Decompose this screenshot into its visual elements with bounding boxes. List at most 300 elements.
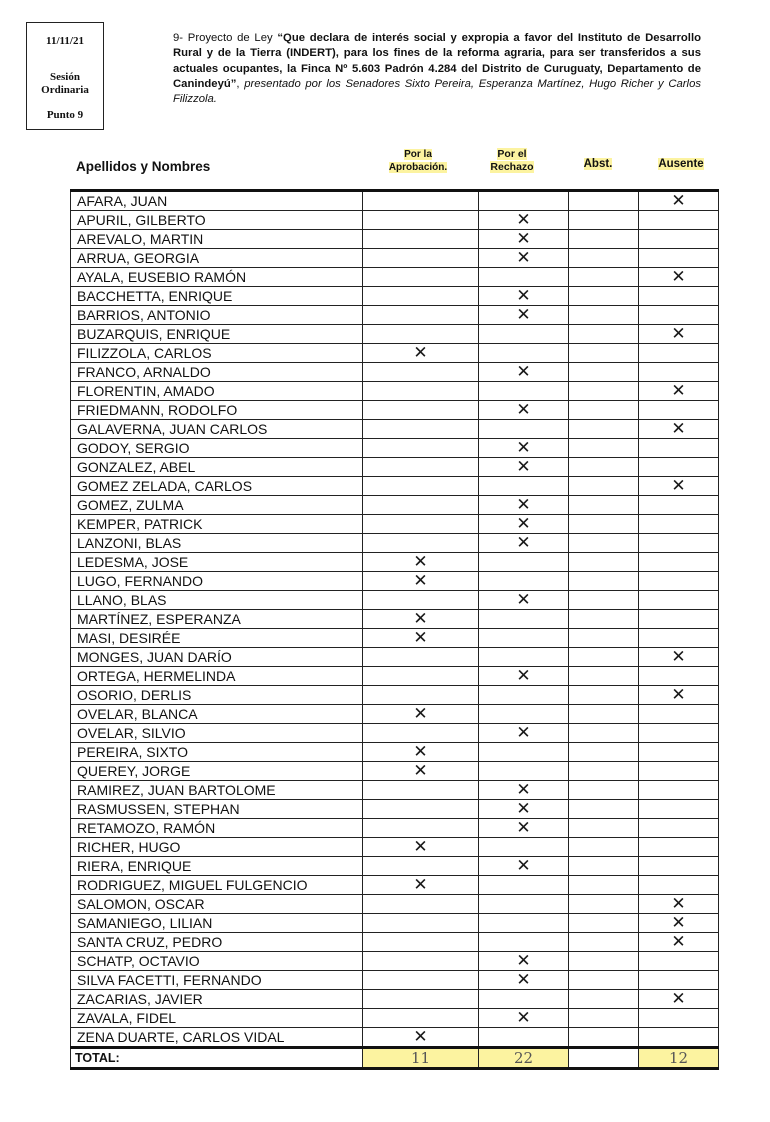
vote-mark-icon: ✕	[671, 324, 686, 343]
vote-mark-icon: ✕	[671, 894, 686, 913]
vote-cell-rechazo	[479, 914, 569, 933]
table-row	[71, 553, 719, 572]
vote-table-body	[71, 191, 719, 1048]
column-header-abstention-label: Abst.	[583, 158, 613, 170]
vote-cell-rechazo	[479, 268, 569, 287]
senator-name: SILVA FACETTI, FERNANDO	[71, 971, 363, 990]
vote-cell-ausente	[639, 191, 719, 211]
vote-cell-aprob	[363, 325, 479, 344]
table-row	[71, 990, 719, 1009]
vote-cell-rechazo	[479, 1028, 569, 1048]
vote-cell-aprob	[363, 1009, 479, 1028]
vote-cell-abst	[569, 781, 639, 800]
vote-cell-abst	[569, 705, 639, 724]
vote-cell-ausente	[639, 401, 719, 420]
column-header-name: Apellidos y Nombres	[76, 159, 211, 174]
vote-mark-icon: ✕	[413, 1027, 428, 1046]
vote-cell-rechazo	[479, 230, 569, 249]
vote-cell-ausente	[639, 1028, 719, 1048]
table-row	[71, 800, 719, 819]
vote-cell-rechazo	[479, 458, 569, 477]
bill-title: “Que declara de interés social y expropia a favor del Instituto de Desarrollo Rural y de la Tierra (INDERT), para los fines de la reforma agraria, para ser transferidos a sus actuales ocupantes, la Finca Nº 5.603 Padrón 4.284 del Distrito de Curuguaty, Departamento de Canindeyú”	[173, 32, 701, 90]
vote-mark-icon: ✕	[413, 609, 428, 628]
bill-presenters: presentado por los Senadores Sixto Pereira, Esperanza Martínez, Hugo Richer y Carlos Filizzola.	[173, 77, 702, 106]
vote-cell-rechazo	[479, 401, 569, 420]
vote-cell-rechazo	[479, 990, 569, 1009]
vote-cell-rechazo	[479, 819, 569, 838]
vote-cell-aprob	[363, 857, 479, 876]
vote-cell-aprob	[363, 895, 479, 914]
vote-cell-abst	[569, 211, 639, 230]
vote-cell-ausente	[639, 477, 719, 496]
senator-name: LLANO, BLAS	[71, 591, 363, 610]
vote-mark-icon: ✕	[413, 571, 428, 590]
vote-cell-ausente	[639, 648, 719, 667]
vote-cell-aprob	[363, 705, 479, 724]
table-row	[71, 363, 719, 382]
senator-name: OVELAR, BLANCA	[71, 705, 363, 724]
vote-cell-rechazo	[479, 515, 569, 534]
column-header-approval	[380, 148, 456, 174]
senator-name: SANTA CRUZ, PEDRO	[71, 933, 363, 952]
vote-cell-abst	[569, 287, 639, 306]
vote-cell-abst	[569, 762, 639, 781]
senator-name: APURIL, GILBERTO	[71, 211, 363, 230]
vote-mark-icon: ✕	[516, 970, 531, 989]
vote-cell-rechazo	[479, 743, 569, 762]
vote-mark-icon: ✕	[516, 210, 531, 229]
vote-cell-abst	[569, 800, 639, 819]
vote-cell-aprob	[363, 781, 479, 800]
vote-mark-icon: ✕	[516, 495, 531, 514]
vote-cell-abst	[569, 1009, 639, 1028]
vote-cell-ausente	[639, 287, 719, 306]
vote-cell-aprob	[363, 591, 479, 610]
vote-cell-rechazo	[479, 781, 569, 800]
vote-mark-icon: ✕	[671, 932, 686, 951]
vote-cell-aprob	[363, 306, 479, 325]
vote-cell-ausente	[639, 306, 719, 325]
vote-cell-aprob	[363, 819, 479, 838]
table-row	[71, 1009, 719, 1028]
vote-cell-ausente	[639, 591, 719, 610]
vote-cell-aprob	[363, 743, 479, 762]
table-row	[71, 781, 719, 800]
vote-cell-abst	[569, 724, 639, 743]
vote-cell-abst	[569, 553, 639, 572]
vote-mark-icon: ✕	[413, 837, 428, 856]
vote-cell-aprob	[363, 363, 479, 382]
bill-comma: ,	[236, 77, 245, 90]
vote-cell-ausente	[639, 990, 719, 1009]
table-row	[71, 249, 719, 268]
vote-cell-abst	[569, 191, 639, 211]
vote-cell-ausente	[639, 705, 719, 724]
senator-name: BACCHETTA, ENRIQUE	[71, 287, 363, 306]
vote-cell-aprob	[363, 496, 479, 515]
senator-name: OVELAR, SILVIO	[71, 724, 363, 743]
vote-cell-aprob	[363, 952, 479, 971]
vote-cell-ausente	[639, 743, 719, 762]
vote-cell-ausente	[639, 439, 719, 458]
vote-mark-icon: ✕	[413, 761, 428, 780]
table-row	[71, 933, 719, 952]
vote-cell-rechazo	[479, 477, 569, 496]
vote-cell-aprob	[363, 629, 479, 648]
senator-name: QUEREY, JORGE	[71, 762, 363, 781]
vote-cell-ausente	[639, 838, 719, 857]
vote-cell-aprob	[363, 477, 479, 496]
vote-mark-icon: ✕	[516, 723, 531, 742]
column-header-rejection	[484, 148, 540, 174]
vote-cell-rechazo	[479, 724, 569, 743]
vote-cell-rechazo	[479, 191, 569, 211]
vote-cell-abst	[569, 249, 639, 268]
table-row	[71, 591, 719, 610]
vote-mark-icon: ✕	[516, 590, 531, 609]
vote-cell-aprob	[363, 534, 479, 553]
vote-cell-rechazo	[479, 439, 569, 458]
vote-cell-abst	[569, 458, 639, 477]
vote-cell-aprob	[363, 933, 479, 952]
vote-cell-ausente	[639, 971, 719, 990]
vote-cell-rechazo	[479, 895, 569, 914]
senator-name: KEMPER, PATRICK	[71, 515, 363, 534]
total-row	[71, 1048, 719, 1069]
senator-name: SAMANIEGO, LILIAN	[71, 914, 363, 933]
table-row	[71, 572, 719, 591]
senator-name: RASMUSSEN, STEPHAN	[71, 800, 363, 819]
vote-cell-rechazo	[479, 363, 569, 382]
column-header-approval-line1: Por la	[404, 149, 432, 160]
senator-name: ZAVALA, FIDEL	[71, 1009, 363, 1028]
vote-cell-aprob	[363, 971, 479, 990]
vote-cell-abst	[569, 325, 639, 344]
column-header-absent	[650, 158, 712, 170]
vote-cell-aprob	[363, 230, 479, 249]
vote-cell-aprob	[363, 648, 479, 667]
vote-cell-abst	[569, 572, 639, 591]
table-row	[71, 705, 719, 724]
senator-name: ZENA DUARTE, CARLOS VIDAL	[71, 1028, 363, 1048]
table-row	[71, 211, 719, 230]
vote-cell-rechazo	[479, 534, 569, 553]
senator-name: BUZARQUIS, ENRIQUE	[71, 325, 363, 344]
vote-cell-abst	[569, 971, 639, 990]
vote-cell-ausente	[639, 382, 719, 401]
vote-cell-aprob	[363, 914, 479, 933]
vote-mark-icon: ✕	[516, 362, 531, 381]
vote-cell-abst	[569, 268, 639, 287]
vote-cell-rechazo	[479, 952, 569, 971]
senator-name: MARTÍNEZ, ESPERANZA	[71, 610, 363, 629]
vote-cell-aprob	[363, 515, 479, 534]
table-row	[71, 420, 719, 439]
table-row	[71, 515, 719, 534]
table-row	[71, 344, 719, 363]
senator-name: LANZONI, BLAS	[71, 534, 363, 553]
table-row	[71, 306, 719, 325]
vote-mark-icon: ✕	[671, 476, 686, 495]
table-row	[71, 686, 719, 705]
senator-name: LEDESMA, JOSE	[71, 553, 363, 572]
vote-cell-abst	[569, 914, 639, 933]
table-row	[71, 819, 719, 838]
vote-mark-icon: ✕	[413, 875, 428, 894]
vote-cell-abst	[569, 496, 639, 515]
vote-mark-icon: ✕	[516, 248, 531, 267]
vote-mark-icon: ✕	[671, 381, 686, 400]
vote-cell-rechazo	[479, 686, 569, 705]
vote-cell-abst	[569, 686, 639, 705]
vote-mark-icon: ✕	[516, 856, 531, 875]
bill-description	[173, 31, 701, 107]
vote-cell-abst	[569, 648, 639, 667]
vote-mark-icon: ✕	[516, 666, 531, 685]
table-row	[71, 325, 719, 344]
vote-mark-icon: ✕	[671, 647, 686, 666]
vote-cell-abst	[569, 230, 639, 249]
vote-cell-ausente	[639, 952, 719, 971]
vote-cell-rechazo	[479, 667, 569, 686]
senator-name: AREVALO, MARTIN	[71, 230, 363, 249]
vote-cell-aprob	[363, 572, 479, 591]
senator-name: RODRIGUEZ, MIGUEL FULGENCIO	[71, 876, 363, 895]
vote-cell-rechazo	[479, 325, 569, 344]
vote-cell-rechazo	[479, 306, 569, 325]
vote-mark-icon: ✕	[516, 514, 531, 533]
vote-cell-abst	[569, 363, 639, 382]
vote-cell-abst	[569, 439, 639, 458]
vote-cell-rechazo	[479, 249, 569, 268]
vote-cell-aprob	[363, 990, 479, 1009]
senator-name: AYALA, EUSEBIO RAMÓN	[71, 268, 363, 287]
vote-cell-ausente	[639, 515, 719, 534]
table-row	[71, 1028, 719, 1048]
senator-name: LUGO, FERNANDO	[71, 572, 363, 591]
vote-mark-icon: ✕	[413, 628, 428, 647]
vote-cell-ausente	[639, 667, 719, 686]
table-row	[71, 496, 719, 515]
vote-cell-aprob	[363, 553, 479, 572]
senator-name: FRANCO, ARNALDO	[71, 363, 363, 382]
vote-cell-aprob	[363, 686, 479, 705]
vote-cell-aprob	[363, 420, 479, 439]
vote-cell-ausente	[639, 686, 719, 705]
vote-cell-aprob	[363, 724, 479, 743]
senator-name: MONGES, JUAN DARÍO	[71, 648, 363, 667]
total-abstention	[569, 1048, 639, 1069]
table-row	[71, 629, 719, 648]
vote-cell-ausente	[639, 211, 719, 230]
vote-cell-abst	[569, 857, 639, 876]
senator-name: RAMIREZ, JUAN BARTOLOME	[71, 781, 363, 800]
column-header-approval-line2: Aprobación.	[388, 162, 448, 173]
vote-cell-ausente	[639, 610, 719, 629]
vote-cell-ausente	[639, 249, 719, 268]
table-row	[71, 914, 719, 933]
table-row	[71, 382, 719, 401]
vote-cell-ausente	[639, 553, 719, 572]
vote-cell-abst	[569, 420, 639, 439]
session-date: 11/11/21	[46, 35, 84, 47]
vote-cell-aprob	[363, 800, 479, 819]
vote-mark-icon: ✕	[413, 742, 428, 761]
vote-cell-abst	[569, 876, 639, 895]
vote-cell-ausente	[639, 572, 719, 591]
vote-mark-icon: ✕	[516, 400, 531, 419]
vote-cell-abst	[569, 895, 639, 914]
table-row	[71, 952, 719, 971]
vote-cell-rechazo	[479, 629, 569, 648]
vote-cell-rechazo	[479, 800, 569, 819]
senator-name: GOMEZ, ZULMA	[71, 496, 363, 515]
vote-cell-ausente	[639, 230, 719, 249]
table-row	[71, 287, 719, 306]
session-item: Punto 9	[46, 109, 84, 121]
vote-cell-aprob	[363, 439, 479, 458]
vote-cell-abst	[569, 401, 639, 420]
vote-mark-icon: ✕	[516, 951, 531, 970]
table-row	[71, 724, 719, 743]
vote-cell-abst	[569, 534, 639, 553]
vote-cell-rechazo	[479, 211, 569, 230]
senator-name: RETAMOZO, RAMÓN	[71, 819, 363, 838]
table-row	[71, 230, 719, 249]
senator-name: GOMEZ ZELADA, CARLOS	[71, 477, 363, 496]
vote-cell-aprob	[363, 382, 479, 401]
vote-mark-icon: ✕	[516, 305, 531, 324]
senator-name: ZACARIAS, JAVIER	[71, 990, 363, 1009]
column-header-abstention	[572, 158, 624, 170]
table-row	[71, 439, 719, 458]
vote-cell-abst	[569, 990, 639, 1009]
vote-mark-icon: ✕	[413, 704, 428, 723]
vote-cell-rechazo	[479, 344, 569, 363]
bill-prefix: 9- Proyecto de Ley	[173, 32, 278, 44]
vote-cell-abst	[569, 629, 639, 648]
vote-cell-abst	[569, 610, 639, 629]
vote-mark-icon: ✕	[413, 343, 428, 362]
senator-name: PEREIRA, SIXTO	[71, 743, 363, 762]
vote-mark-icon: ✕	[516, 1008, 531, 1027]
vote-cell-aprob	[363, 876, 479, 895]
vote-cell-abst	[569, 344, 639, 363]
vote-cell-rechazo	[479, 572, 569, 591]
vote-table	[70, 189, 719, 1070]
vote-cell-ausente	[639, 344, 719, 363]
vote-cell-ausente	[639, 363, 719, 382]
column-header-absent-label: Ausente	[658, 158, 704, 170]
vote-cell-rechazo	[479, 553, 569, 572]
vote-cell-rechazo	[479, 705, 569, 724]
vote-mark-icon: ✕	[516, 286, 531, 305]
table-row	[71, 401, 719, 420]
table-row	[71, 648, 719, 667]
vote-cell-ausente	[639, 496, 719, 515]
vote-cell-ausente	[639, 762, 719, 781]
vote-cell-ausente	[639, 458, 719, 477]
vote-cell-ausente	[639, 724, 719, 743]
vote-cell-rechazo	[479, 648, 569, 667]
session-box	[26, 22, 104, 130]
vote-cell-rechazo	[479, 287, 569, 306]
table-row	[71, 534, 719, 553]
vote-cell-abst	[569, 382, 639, 401]
senator-name: FLORENTIN, AMADO	[71, 382, 363, 401]
vote-mark-icon: ✕	[516, 780, 531, 799]
table-row	[71, 610, 719, 629]
vote-mark-icon: ✕	[516, 438, 531, 457]
vote-cell-rechazo	[479, 610, 569, 629]
vote-mark-icon: ✕	[516, 818, 531, 837]
table-row	[71, 895, 719, 914]
vote-cell-aprob	[363, 344, 479, 363]
senator-name: SCHATP, OCTAVIO	[71, 952, 363, 971]
session-type: Sesión Ordinaria	[41, 71, 89, 96]
senator-name: SALOMON, OSCAR	[71, 895, 363, 914]
vote-cell-rechazo	[479, 838, 569, 857]
vote-cell-ausente	[639, 781, 719, 800]
vote-cell-abst	[569, 1028, 639, 1048]
column-header-rejection-line1: Por el	[497, 148, 527, 160]
vote-mark-icon: ✕	[671, 989, 686, 1008]
vote-cell-ausente	[639, 933, 719, 952]
vote-cell-ausente	[639, 268, 719, 287]
table-row	[71, 762, 719, 781]
vote-cell-aprob	[363, 249, 479, 268]
vote-mark-icon: ✕	[413, 552, 428, 571]
vote-mark-icon: ✕	[516, 799, 531, 818]
vote-cell-rechazo	[479, 382, 569, 401]
vote-mark-icon: ✕	[671, 419, 686, 438]
vote-cell-abst	[569, 838, 639, 857]
vote-mark-icon: ✕	[671, 191, 686, 210]
vote-cell-ausente	[639, 876, 719, 895]
table-row	[71, 743, 719, 762]
vote-cell-abst	[569, 667, 639, 686]
table-row	[71, 667, 719, 686]
vote-cell-rechazo	[479, 762, 569, 781]
vote-cell-abst	[569, 952, 639, 971]
table-row	[71, 191, 719, 211]
table-row	[71, 838, 719, 857]
vote-cell-ausente	[639, 420, 719, 439]
vote-cell-aprob	[363, 667, 479, 686]
vote-cell-aprob	[363, 268, 479, 287]
vote-cell-ausente	[639, 1009, 719, 1028]
vote-cell-aprob	[363, 762, 479, 781]
vote-mark-icon: ✕	[671, 267, 686, 286]
vote-cell-abst	[569, 515, 639, 534]
total-absent: 12	[639, 1048, 719, 1069]
senator-name: RIERA, ENRIQUE	[71, 857, 363, 876]
vote-cell-ausente	[639, 325, 719, 344]
vote-cell-aprob	[363, 211, 479, 230]
vote-cell-rechazo	[479, 876, 569, 895]
senator-name: GALAVERNA, JUAN CARLOS	[71, 420, 363, 439]
vote-cell-ausente	[639, 819, 719, 838]
vote-mark-icon: ✕	[516, 229, 531, 248]
vote-mark-icon: ✕	[671, 913, 686, 932]
vote-cell-rechazo	[479, 933, 569, 952]
vote-cell-abst	[569, 743, 639, 762]
senator-name: MASI, DESIRÉE	[71, 629, 363, 648]
vote-cell-aprob	[363, 1028, 479, 1048]
vote-cell-abst	[569, 306, 639, 325]
senator-name: ARRUA, GEORGIA	[71, 249, 363, 268]
senator-name: BARRIOS, ANTONIO	[71, 306, 363, 325]
